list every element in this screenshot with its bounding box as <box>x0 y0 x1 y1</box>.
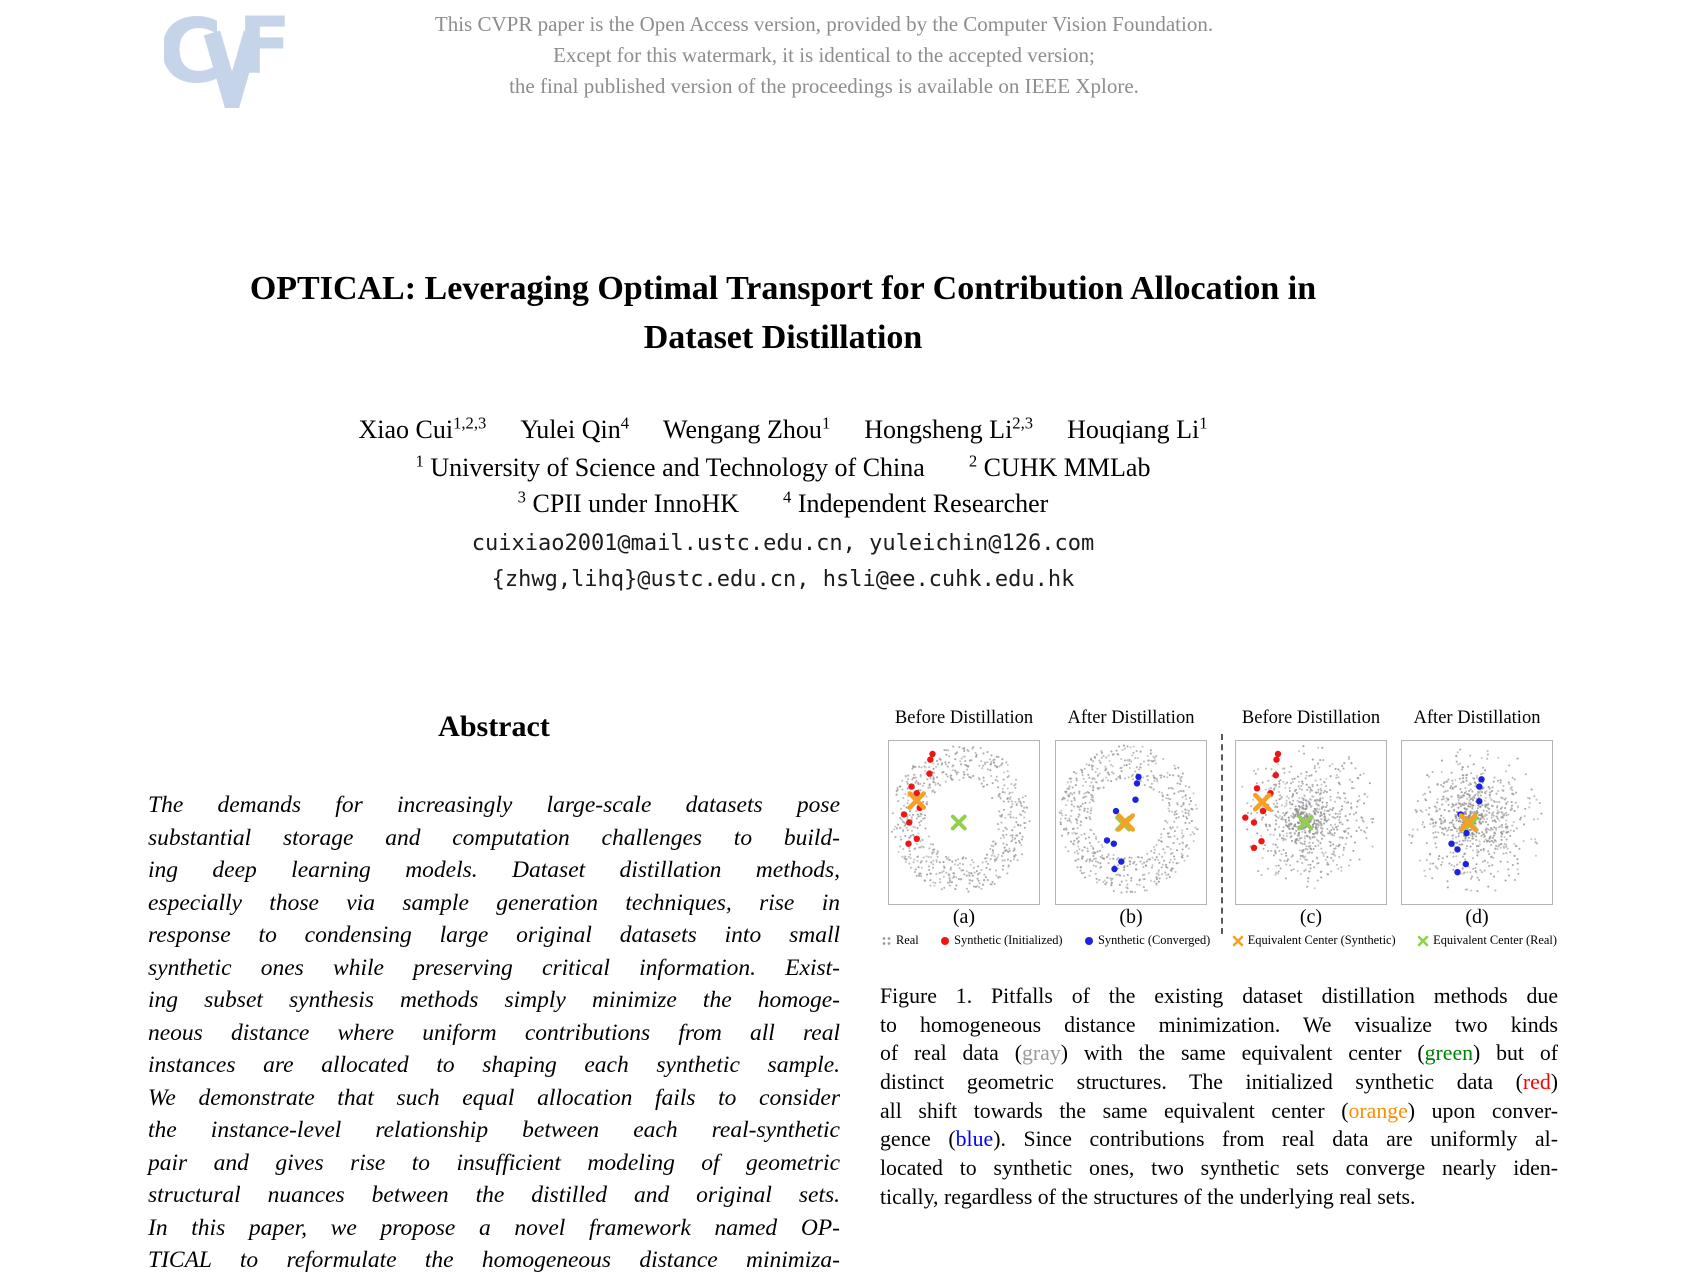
abstract-line: TICAL to reformulate the homogeneous distance minimiza- <box>148 1247 840 1273</box>
abstract-line: ing deep learning models. Dataset distillation methods, <box>148 857 840 883</box>
author-superscript: 1 <box>1199 413 1208 432</box>
legend-label: Synthetic (Initialized) <box>954 933 1063 947</box>
panel-label: (a) <box>952 906 976 928</box>
caption-text: ) but of <box>1473 1041 1559 1066</box>
scatter-plot-a <box>889 741 1039 904</box>
panel-header: After Distillation <box>1067 708 1195 728</box>
figure-legend <box>881 933 1557 948</box>
legend-item <box>881 933 919 948</box>
scatter-plot-d <box>1402 741 1552 904</box>
author-name: Xiao Cui$^{1,2,3}$ <box>358 413 487 444</box>
abstract-line: synthetic ones while preserving critical information. Exist- <box>148 954 840 981</box>
caption-line <box>880 1011 1558 1040</box>
panel-header: Before Distillation <box>894 708 1034 728</box>
abstract-line: We demonstrate that such equal allocation fails to consider <box>148 1084 840 1111</box>
caption-text: distinct geometric structures. The initialized synthetic data ( <box>880 1070 1523 1095</box>
abstract-line: instances are allocated to shaping each synthetic sample. <box>148 1052 840 1078</box>
scatter-panel-d <box>1401 740 1553 905</box>
affiliation-superscript: 4 <box>783 487 792 506</box>
author-name: Wengang Zhou$^1$ <box>663 413 831 444</box>
caption-colored-word: orange <box>1348 1098 1408 1123</box>
caption-text: all shift towards the same equivalent center ( <box>880 1098 1349 1123</box>
caption-colored-word: green <box>1424 1041 1474 1066</box>
abstract-body <box>148 789 840 1275</box>
real-dots-icon <box>881 935 892 946</box>
caption-text: Figure 1. Pitfalls of the existing dataset distillation methods due <box>880 984 1558 1008</box>
panel-label: (d) <box>1465 906 1489 928</box>
author-superscript: 4 <box>620 413 630 432</box>
scatter-plot-c <box>1236 741 1386 904</box>
watermark-line: This CVPR paper is the Open Access version, provided by the Computer Vision Foundation. <box>434 12 1214 36</box>
legend-label: Real <box>896 933 919 947</box>
caption-text: tically, regardless of the structures of the underlying real sets. <box>880 1184 1416 1209</box>
affiliation-superscript: 1 <box>415 451 424 470</box>
figure-1 <box>880 0 1558 1275</box>
caption-line <box>880 982 1558 1011</box>
paper-title-line2: Dataset Distillation <box>643 319 923 356</box>
svg-text:F: F <box>238 6 292 92</box>
panel-header: After Distillation <box>1413 708 1541 728</box>
caption-line <box>880 1039 1558 1068</box>
x-marker-icon <box>1232 935 1244 947</box>
panel-label: (b) <box>1119 906 1143 928</box>
affiliation: $^4$ Independent Researcher <box>783 487 1049 518</box>
abstract-line: pair and gives rise to insufficient modeling of geometric <box>148 1149 840 1176</box>
affiliation-superscript: 3 <box>517 487 526 506</box>
abstract-heading: Abstract <box>438 710 550 743</box>
legend-item <box>1232 933 1396 948</box>
cvf-logo-graphic <box>164 6 294 108</box>
author-superscript: 1,2,3 <box>453 413 487 432</box>
caption-colored-word: gray <box>1021 1041 1061 1066</box>
x-marker-icon <box>1417 935 1429 947</box>
abstract-line: The demands for increasingly large-scale datasets pose <box>148 792 840 818</box>
caption-line <box>880 1125 1558 1154</box>
figure-caption <box>880 982 1558 1212</box>
caption-line <box>880 1068 1558 1097</box>
caption-text: ) upon conver- <box>1407 1098 1558 1123</box>
affiliation-superscript: 2 <box>968 451 978 470</box>
svg-text:C: C <box>164 6 223 103</box>
dot-marker-icon <box>1084 936 1094 946</box>
caption-text: ) with the same equivalent center ( <box>1060 1041 1425 1066</box>
caption-line <box>880 1097 1558 1126</box>
legend-item <box>940 933 1062 948</box>
figure-dashed-divider <box>1221 734 1223 934</box>
author-name: Hongsheng Li$^{2,3}$ <box>864 413 1034 444</box>
legend-label: Equivalent Center (Real) <box>1433 933 1557 947</box>
abstract-line: In this paper, we propose a novel framework named OP- <box>148 1214 840 1241</box>
scatter-plot-b <box>1056 741 1206 904</box>
legend-label: Synthetic (Converged) <box>1097 933 1211 947</box>
abstract-line: especially those via sample generation techniques, rise in <box>148 889 840 916</box>
caption-text: located to synthetic ones, two synthetic sets converge nearly iden- <box>880 1156 1558 1181</box>
legend-item <box>1417 933 1557 948</box>
caption-line <box>880 1154 1558 1183</box>
abstract-line: substantial storage and computation challenges to build- <box>148 824 840 851</box>
author-superscript: 2,3 <box>1012 413 1034 432</box>
legend-label: Equivalent Center (Synthetic) <box>1247 933 1396 947</box>
watermark-line: the final published version of the proceedings is available on IEEE Xplore. <box>509 74 1139 98</box>
caption-line <box>880 1183 1558 1212</box>
panel-label: (c) <box>1299 906 1323 928</box>
affiliation: $^1$ University of Science and Technology of China <box>415 451 925 482</box>
legend-item <box>1084 933 1210 948</box>
caption-text: to homogeneous distance minimization. We visualize two kinds <box>880 1012 1558 1037</box>
paper-title-line1: OPTICAL: Leveraging Optimal Transport for Contribution Allocation in <box>249 270 1317 307</box>
panel-header: Before Distillation <box>1241 708 1381 728</box>
scatter-panel-b <box>1055 740 1207 905</box>
abstract-line: neous distance where uniform contributions from all real <box>148 1019 840 1046</box>
emails-line-1: cuixiao2001@mail.ustc.edu.cn, yuleichin@126.com <box>471 531 1095 556</box>
author-name: Houqiang Li$^1$ <box>1067 413 1208 444</box>
scatter-panel-a <box>888 740 1040 905</box>
caption-text: gence ( <box>880 1127 956 1152</box>
abstract-line: response to condensing large original datasets into small <box>148 922 840 948</box>
author-superscript: 1 <box>821 413 831 432</box>
author-name: Yulei Qin$^4$ <box>520 413 630 444</box>
scatter-panel-c <box>1235 740 1387 905</box>
caption-text: ). Since contributions from real data are uniformly al- <box>993 1127 1558 1152</box>
abstract-line: ing subset synthesis methods simply minimize the homoge- <box>148 987 840 1013</box>
caption-colored-word: blue <box>955 1127 994 1152</box>
watermark-line: Except for this watermark, it is identical to the accepted version; <box>553 43 1095 67</box>
cvf-logo <box>164 6 294 113</box>
emails-line-2: {zhwg,lihq}@ustc.edu.cn, hsli@ee.cuhk.edu.hk <box>491 567 1075 592</box>
affiliation: $^3$ CPII under InnoHK <box>517 487 740 518</box>
abstract-line: structural nuances between the distilled and original sets. <box>148 1182 840 1208</box>
caption-text: ) <box>1550 1070 1558 1095</box>
caption-text: of real data ( <box>880 1041 1022 1066</box>
abstract-line: the instance-level relationship between each real-synthetic <box>148 1117 840 1143</box>
affiliation: $^2$ CUHK MMLab <box>968 451 1151 482</box>
caption-colored-word: red <box>1522 1070 1551 1095</box>
dot-marker-icon <box>940 936 950 946</box>
